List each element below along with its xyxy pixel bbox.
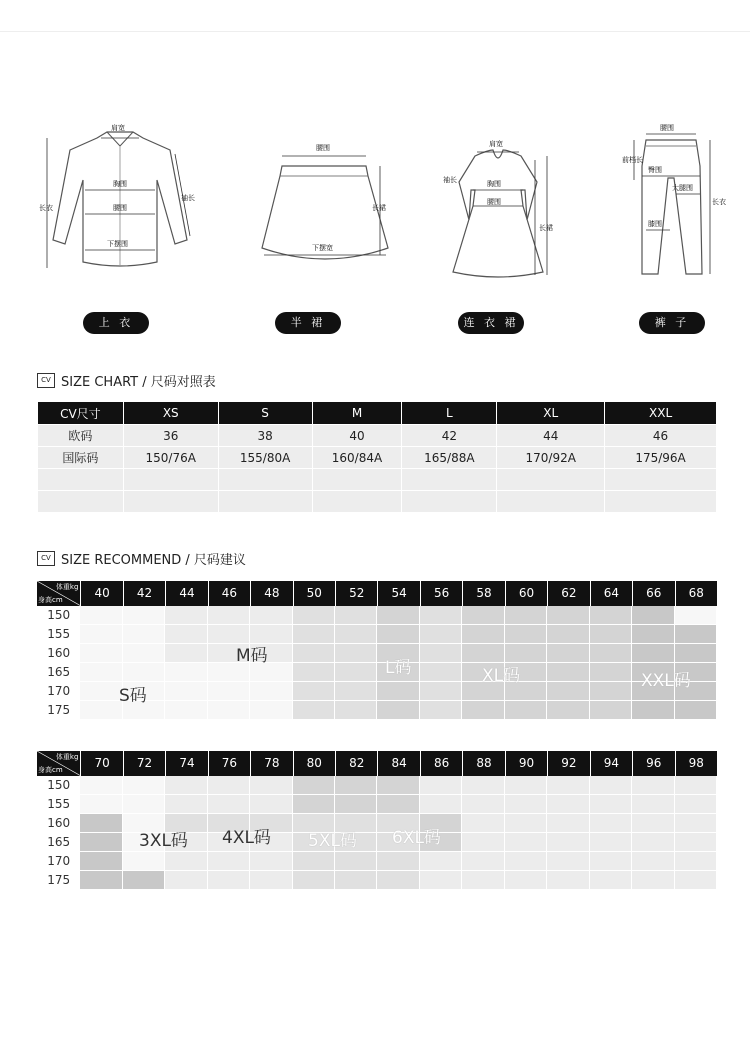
grid-cell bbox=[632, 606, 674, 625]
grid-cell bbox=[547, 606, 589, 625]
weight-header: 82 bbox=[336, 751, 378, 776]
grid-cell bbox=[165, 644, 207, 663]
grid-cell bbox=[675, 606, 717, 625]
grid-cell bbox=[293, 663, 335, 682]
size-chart-cell: 46 bbox=[605, 425, 717, 447]
grid-cell bbox=[632, 852, 674, 871]
grid-cell bbox=[123, 644, 165, 663]
grid-cell bbox=[250, 795, 292, 814]
size-chart-cell: 155/80A bbox=[218, 447, 312, 469]
grid-cell bbox=[377, 625, 419, 644]
size-chart-cell: CV尺寸 bbox=[38, 402, 124, 425]
grid-cell bbox=[505, 625, 547, 644]
weight-header: 86 bbox=[421, 751, 463, 776]
grid-cell bbox=[335, 776, 377, 795]
size-chart-cell: L bbox=[402, 402, 497, 425]
grid-cell bbox=[590, 682, 632, 701]
grid-cell bbox=[250, 871, 292, 890]
grid-body-row bbox=[37, 606, 717, 625]
grid-cell bbox=[377, 795, 419, 814]
grid-cell bbox=[335, 795, 377, 814]
weight-header: 72 bbox=[124, 751, 166, 776]
svg-text:长衣: 长衣 bbox=[712, 198, 726, 206]
grid-cell bbox=[505, 814, 547, 833]
size-recommend-title bbox=[37, 549, 246, 568]
svg-text:长衣: 长衣 bbox=[39, 204, 53, 212]
grid-cell bbox=[165, 852, 207, 871]
grid-cell bbox=[377, 871, 419, 890]
corner-height-label: 身高cm bbox=[38, 766, 63, 774]
weight-header: 84 bbox=[378, 751, 420, 776]
weight-header: 66 bbox=[633, 581, 675, 606]
weight-header: 58 bbox=[463, 581, 505, 606]
grid-cell bbox=[462, 833, 504, 852]
grid-cell bbox=[123, 606, 165, 625]
grid-cell bbox=[123, 871, 165, 890]
size-chart-cell: 38 bbox=[218, 425, 312, 447]
grid-cell bbox=[590, 701, 632, 720]
size-chart-cell: 36 bbox=[123, 425, 218, 447]
grid-cell bbox=[547, 701, 589, 720]
height-label: 175 bbox=[47, 703, 71, 717]
svg-text:膝围: 膝围 bbox=[648, 220, 662, 228]
grid-cell bbox=[420, 663, 462, 682]
grid-cell bbox=[420, 606, 462, 625]
grid-cell bbox=[420, 795, 462, 814]
grid-cell bbox=[208, 776, 250, 795]
grid-cell bbox=[80, 814, 122, 833]
zone-label-6xl: 6XL码 bbox=[392, 828, 441, 848]
size-chart-cell bbox=[218, 491, 312, 513]
pants-icon bbox=[590, 110, 750, 290]
grid-cell bbox=[547, 795, 589, 814]
size-chart-cell: M bbox=[312, 402, 402, 425]
zone-label-3xl: 3XL码 bbox=[139, 831, 188, 851]
size-chart-cell bbox=[38, 491, 124, 513]
size-chart-cell: 国际码 bbox=[38, 447, 124, 469]
grid-cell bbox=[80, 852, 122, 871]
grid-header-row bbox=[37, 581, 717, 606]
grid-cell bbox=[208, 701, 250, 720]
zone-label-5xl: 5XL码 bbox=[308, 831, 357, 851]
grid-cell bbox=[590, 814, 632, 833]
weight-header: 42 bbox=[124, 581, 166, 606]
garment-label-skirt: 半 裙 bbox=[275, 312, 341, 334]
grid-cell bbox=[675, 814, 717, 833]
weight-header: 74 bbox=[166, 751, 208, 776]
corner-weight-label: 体重kg bbox=[55, 753, 79, 761]
weight-header: 50 bbox=[294, 581, 336, 606]
grid-cell bbox=[250, 701, 292, 720]
height-label: 160 bbox=[47, 646, 71, 660]
grid-cell bbox=[165, 701, 207, 720]
grid-cell bbox=[590, 852, 632, 871]
size-chart-row bbox=[38, 447, 717, 469]
size-chart-cell: 150/76A bbox=[123, 447, 218, 469]
svg-text:长裙: 长裙 bbox=[372, 204, 386, 212]
size-chart-row bbox=[38, 469, 717, 491]
zone-label-s: S码 bbox=[119, 686, 147, 706]
grid-cell bbox=[293, 682, 335, 701]
size-chart-cell bbox=[497, 469, 605, 491]
svg-text:腰围: 腰围 bbox=[660, 124, 674, 132]
grid-corner-label bbox=[37, 581, 81, 606]
grid-cell bbox=[335, 701, 377, 720]
size-chart-row bbox=[38, 491, 717, 513]
grid-cell bbox=[293, 606, 335, 625]
grid-cell bbox=[632, 814, 674, 833]
weight-header: 56 bbox=[421, 581, 463, 606]
weight-header: 98 bbox=[688, 756, 704, 770]
weight-header: 78 bbox=[251, 751, 293, 776]
grid-cell bbox=[590, 663, 632, 682]
grid-cell bbox=[208, 682, 250, 701]
grid-cell bbox=[675, 644, 717, 663]
height-label: 165 bbox=[47, 665, 71, 679]
grid-cell bbox=[208, 606, 250, 625]
corner-height-label: 身高cm bbox=[38, 596, 63, 604]
grid-cell bbox=[547, 852, 589, 871]
grid-cell bbox=[80, 682, 122, 701]
grid-cell bbox=[675, 871, 717, 890]
svg-text:腰围: 腰围 bbox=[113, 204, 127, 212]
weight-header: 80 bbox=[294, 751, 336, 776]
skirt-garment-diagram bbox=[240, 110, 410, 290]
grid-body-row bbox=[37, 663, 717, 682]
svg-text:前档长: 前档长 bbox=[622, 156, 643, 164]
grid-cell bbox=[462, 871, 504, 890]
size-chart-cell: 175/96A bbox=[605, 447, 717, 469]
size-chart-cell bbox=[38, 469, 124, 491]
size-chart-cell bbox=[123, 491, 218, 513]
weight-header: 44 bbox=[166, 581, 208, 606]
weight-header: 60 bbox=[506, 581, 548, 606]
grid-cell bbox=[293, 852, 335, 871]
grid-cell bbox=[377, 682, 419, 701]
grid-cell bbox=[208, 871, 250, 890]
height-label: 175 bbox=[47, 873, 71, 887]
grid-cell bbox=[293, 795, 335, 814]
garment-label-pants: 裤 子 bbox=[639, 312, 705, 334]
height-label: 150 bbox=[47, 608, 71, 622]
dress-icon bbox=[413, 110, 583, 290]
size-chart-cell: XL bbox=[497, 402, 605, 425]
grid-cell bbox=[123, 795, 165, 814]
grid-cell bbox=[80, 776, 122, 795]
size-chart-cell bbox=[402, 491, 497, 513]
size-chart-header-row bbox=[38, 402, 717, 425]
grid-cell bbox=[165, 776, 207, 795]
zone-label-m: M码 bbox=[236, 646, 268, 666]
size-chart-cell bbox=[402, 469, 497, 491]
svg-text:腰围: 腰围 bbox=[487, 198, 501, 206]
grid-cell bbox=[590, 644, 632, 663]
weight-header: 64 bbox=[591, 581, 633, 606]
grid-cell bbox=[462, 701, 504, 720]
svg-text:长裙: 长裙 bbox=[539, 224, 553, 232]
grid-cell bbox=[123, 776, 165, 795]
size-chart-cell bbox=[312, 491, 402, 513]
size-chart-row bbox=[38, 425, 717, 447]
grid-cell bbox=[462, 776, 504, 795]
grid-cell bbox=[165, 625, 207, 644]
svg-text:袖长: 袖长 bbox=[181, 194, 195, 202]
height-label: 165 bbox=[47, 835, 71, 849]
grid-cell bbox=[293, 625, 335, 644]
grid-cell bbox=[547, 814, 589, 833]
grid-cell bbox=[590, 776, 632, 795]
size-chart-cell bbox=[605, 491, 717, 513]
grid-cell bbox=[420, 644, 462, 663]
height-label: 170 bbox=[47, 854, 71, 868]
grid-cell bbox=[80, 701, 122, 720]
size-chart-table bbox=[37, 401, 717, 513]
grid-cell bbox=[505, 606, 547, 625]
dress-garment-diagram bbox=[413, 110, 583, 290]
grid-cell bbox=[335, 682, 377, 701]
grid-body-row bbox=[37, 852, 717, 871]
svg-text:腰围: 腰围 bbox=[316, 144, 330, 152]
grid-cell bbox=[505, 852, 547, 871]
grid-cell bbox=[420, 625, 462, 644]
height-label: 155 bbox=[47, 797, 71, 811]
grid-cell bbox=[547, 871, 589, 890]
grid-cell bbox=[505, 833, 547, 852]
grid-cell bbox=[80, 606, 122, 625]
zone-label-4xl: 4XL码 bbox=[222, 828, 271, 848]
size-chart-cell: XS bbox=[123, 402, 218, 425]
grid-cell bbox=[377, 701, 419, 720]
height-label: 160 bbox=[47, 816, 71, 830]
svg-text:肩宽: 肩宽 bbox=[489, 140, 503, 148]
grid-cell bbox=[80, 833, 122, 852]
grid-cell bbox=[675, 833, 717, 852]
weight-header: 54 bbox=[378, 581, 420, 606]
grid-cell bbox=[420, 871, 462, 890]
grid-cell bbox=[250, 852, 292, 871]
size-chart-cell: S bbox=[218, 402, 312, 425]
grid-cell bbox=[165, 606, 207, 625]
recommend-grid-2 bbox=[37, 751, 717, 890]
grid-body-row bbox=[37, 625, 717, 644]
grid-cell bbox=[420, 701, 462, 720]
grid-cell bbox=[675, 852, 717, 871]
grid-cell bbox=[590, 795, 632, 814]
svg-text:下摆围: 下摆围 bbox=[107, 240, 128, 248]
grid-cell bbox=[462, 625, 504, 644]
height-label: 150 bbox=[47, 778, 71, 792]
grid-cell bbox=[80, 625, 122, 644]
grid-header-row bbox=[37, 751, 717, 776]
grid-cell bbox=[80, 663, 122, 682]
grid-cell bbox=[462, 606, 504, 625]
grid-cell bbox=[80, 795, 122, 814]
height-label: 155 bbox=[47, 627, 71, 641]
weight-header: 96 bbox=[633, 751, 675, 776]
grid-body-row bbox=[37, 795, 717, 814]
grid-cell bbox=[632, 871, 674, 890]
cv-logo-icon: CV bbox=[37, 551, 55, 566]
size-chart-cell: 170/92A bbox=[497, 447, 605, 469]
grid-cell bbox=[420, 682, 462, 701]
height-label: 170 bbox=[47, 684, 71, 698]
grid-cell bbox=[377, 606, 419, 625]
weight-header: 92 bbox=[548, 751, 590, 776]
grid-cell bbox=[335, 852, 377, 871]
weight-header: 62 bbox=[548, 581, 590, 606]
svg-text:下摆宽: 下摆宽 bbox=[312, 244, 333, 252]
grid-body-row bbox=[37, 871, 717, 890]
weight-header: 40 bbox=[81, 581, 123, 606]
grid-cell bbox=[377, 776, 419, 795]
garment-label-dress: 连 衣 裙 bbox=[458, 312, 524, 334]
size-chart-cell bbox=[218, 469, 312, 491]
size-recommend-title-text: SIZE RECOMMEND / 尺码建议 bbox=[61, 553, 246, 568]
grid-cell bbox=[250, 682, 292, 701]
grid-cell bbox=[335, 644, 377, 663]
weight-header: 70 bbox=[81, 751, 123, 776]
grid-cell bbox=[420, 776, 462, 795]
grid-cell bbox=[80, 871, 122, 890]
cv-logo-icon: CV bbox=[37, 373, 55, 388]
size-chart-cell: 160/84A bbox=[312, 447, 402, 469]
svg-text:臀围: 臀围 bbox=[648, 166, 662, 174]
size-chart-cell: 44 bbox=[497, 425, 605, 447]
size-chart-cell: 165/88A bbox=[402, 447, 497, 469]
size-chart-cell bbox=[497, 491, 605, 513]
grid-cell bbox=[335, 663, 377, 682]
size-chart-cell: 40 bbox=[312, 425, 402, 447]
grid-cell bbox=[632, 644, 674, 663]
grid-cell bbox=[462, 795, 504, 814]
grid-cell bbox=[462, 852, 504, 871]
grid-cell bbox=[590, 625, 632, 644]
svg-text:胸围: 胸围 bbox=[113, 180, 127, 188]
grid-cell bbox=[547, 625, 589, 644]
svg-text:胸围: 胸围 bbox=[487, 180, 501, 188]
weight-header: 90 bbox=[506, 751, 548, 776]
grid-cell bbox=[675, 625, 717, 644]
grid-cell bbox=[632, 795, 674, 814]
grid-cell bbox=[547, 644, 589, 663]
grid-cell bbox=[547, 833, 589, 852]
weight-header: 88 bbox=[463, 751, 505, 776]
grid-cell bbox=[293, 701, 335, 720]
zone-label-xxl: XXL码 bbox=[641, 671, 691, 691]
shirt-icon bbox=[35, 110, 205, 290]
grid-cell bbox=[123, 852, 165, 871]
grid-cell bbox=[165, 871, 207, 890]
grid-cell bbox=[590, 606, 632, 625]
grid-cell bbox=[335, 606, 377, 625]
size-chart-cell bbox=[123, 469, 218, 491]
zone-label-l: L码 bbox=[385, 658, 412, 678]
grid-cell bbox=[632, 625, 674, 644]
grid-cell bbox=[208, 852, 250, 871]
grid-cell bbox=[80, 644, 122, 663]
grid-corner-label bbox=[37, 751, 81, 776]
size-chart-cell: 欧码 bbox=[38, 425, 124, 447]
grid-cell bbox=[547, 776, 589, 795]
svg-text:大腿围: 大腿围 bbox=[672, 184, 693, 192]
grid-cell bbox=[293, 776, 335, 795]
weight-header: 94 bbox=[591, 751, 633, 776]
grid-cell bbox=[123, 663, 165, 682]
size-chart-cell bbox=[312, 469, 402, 491]
size-chart-title-text: SIZE CHART / 尺码对照表 bbox=[61, 375, 216, 390]
grid-cell bbox=[335, 625, 377, 644]
grid-cell bbox=[590, 833, 632, 852]
grid-cell bbox=[250, 776, 292, 795]
size-chart-cell: 42 bbox=[402, 425, 497, 447]
weight-header: 46 bbox=[209, 581, 251, 606]
grid-cell bbox=[293, 644, 335, 663]
grid-cell bbox=[590, 871, 632, 890]
grid-cell bbox=[632, 776, 674, 795]
size-chart-cell: XXL bbox=[605, 402, 717, 425]
grid-cell bbox=[123, 625, 165, 644]
top-garment-diagram bbox=[35, 110, 205, 290]
grid-cell bbox=[505, 776, 547, 795]
grid-cell bbox=[505, 701, 547, 720]
weight-header: 76 bbox=[209, 751, 251, 776]
grid-cell bbox=[165, 663, 207, 682]
grid-cell bbox=[505, 795, 547, 814]
grid-cell bbox=[547, 682, 589, 701]
weight-header: 52 bbox=[336, 581, 378, 606]
size-chart-cell bbox=[605, 469, 717, 491]
size-chart-title bbox=[37, 371, 216, 390]
top-divider bbox=[0, 31, 750, 32]
grid-body-row bbox=[37, 776, 717, 795]
grid-cell bbox=[675, 776, 717, 795]
svg-text:袖长: 袖长 bbox=[443, 176, 457, 184]
corner-weight-label: 体重kg bbox=[55, 583, 79, 591]
grid-cell bbox=[505, 871, 547, 890]
weight-header: 68 bbox=[688, 586, 704, 600]
skirt-icon bbox=[240, 110, 410, 290]
grid-cell bbox=[208, 795, 250, 814]
pants-garment-diagram bbox=[590, 110, 750, 290]
grid-cell bbox=[250, 606, 292, 625]
grid-cell bbox=[420, 852, 462, 871]
grid-cell bbox=[293, 871, 335, 890]
grid-cell bbox=[165, 682, 207, 701]
garment-label-top: 上 衣 bbox=[83, 312, 149, 334]
grid-cell bbox=[632, 833, 674, 852]
weight-header: 48 bbox=[251, 581, 293, 606]
grid-cell bbox=[377, 852, 419, 871]
grid-cell bbox=[165, 795, 207, 814]
grid-cell bbox=[675, 795, 717, 814]
label-shoulder: 肩宽 bbox=[111, 124, 125, 132]
grid-body-row bbox=[37, 644, 717, 663]
grid-cell bbox=[547, 663, 589, 682]
zone-label-xl: XL码 bbox=[482, 666, 521, 686]
grid-cell bbox=[462, 814, 504, 833]
grid-cell bbox=[335, 871, 377, 890]
grid-cell bbox=[675, 701, 717, 720]
grid-cell bbox=[632, 701, 674, 720]
